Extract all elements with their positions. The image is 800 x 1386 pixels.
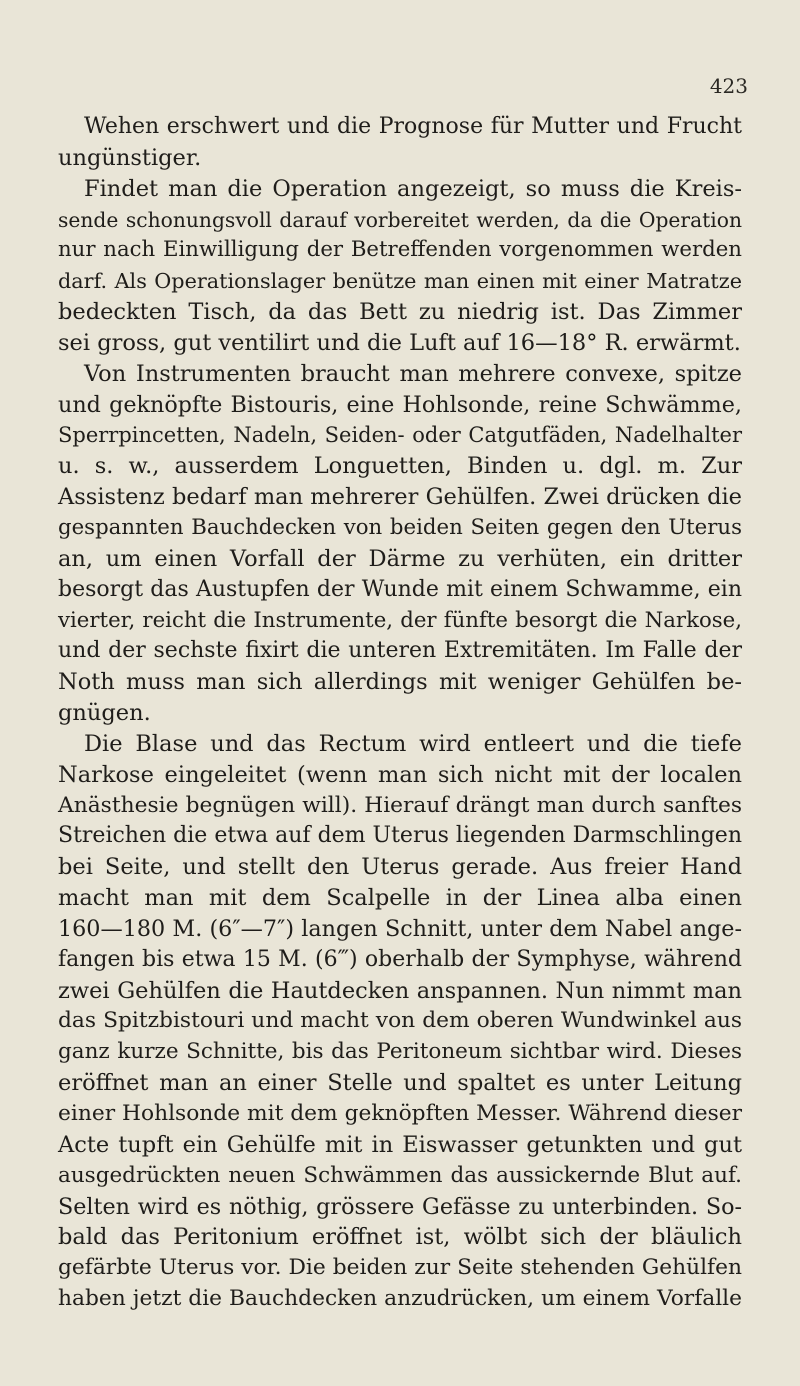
text-line: Streichen die etwa auf dem Uterus liegenden Darmschlingen bbox=[58, 823, 742, 849]
text-line: Die Blase und das Rectum wird entleert und die tiefe bbox=[84, 730, 742, 757]
text-line: fangen bis etwa 15 M. (6‴) oberhalb der Symphyse, während bbox=[58, 946, 742, 972]
body-text bbox=[58, 112, 742, 1315]
text-line: Sperrpincetten, Nadeln, Seiden- oder Catgutfäden, Nadelhalter bbox=[58, 423, 742, 448]
text-line: gnügen. bbox=[58, 700, 151, 727]
text-line: Von Instrumenten braucht man mehrere convexe, spitze bbox=[84, 360, 742, 387]
text-line: gefärbte Uterus vor. Die beiden zur Seite stehenden Gehülfen bbox=[58, 1255, 742, 1281]
text-line: sei gross, gut ventilirt und die Luft auf 16—18° R. erwärmt. bbox=[58, 329, 741, 356]
text-line: vierter, reicht die Instrumente, der fünfte besorgt die Narkose, bbox=[58, 607, 742, 633]
text-line: eröffnet man an einer Stelle und spaltet es unter Leitung bbox=[58, 1070, 742, 1097]
page-number: 423 bbox=[709, 74, 748, 98]
text-line: u. s. w., ausserdem Longuetten, Binden u. dgl. m. Zur bbox=[58, 453, 742, 480]
text-line: ganz kurze Schnitte, bis das Peritoneum sichtbar wird. Dieses bbox=[58, 1039, 742, 1065]
text-line: 160—180 M. (6″—7″) langen Schnitt, unter dem Nabel ange- bbox=[58, 915, 742, 942]
text-line: sende schonungsvoll darauf vorbereitet werden, da die Operation bbox=[58, 207, 742, 232]
text-line: darf. Als Operationslager benütze man einen mit einer Matratze bbox=[58, 269, 742, 294]
text-line: das Spitzbistouri und macht von dem oberen Wundwinkel aus bbox=[58, 1008, 742, 1034]
text-line: Noth muss man sich allerdings mit weniger Gehülfen be- bbox=[58, 669, 742, 696]
text-line: Acte tupft ein Gehülfe mit in Eiswasser getunkten und gut bbox=[58, 1131, 742, 1158]
text-line: gespannten Bauchdecken von beiden Seiten gegen den Uterus bbox=[58, 514, 742, 540]
text-line: ausgedrückten neuen Schwämmen das aussickernde Blut auf. bbox=[58, 1162, 742, 1188]
text-line: Assistenz bedarf man mehrerer Gehülfen. Zwei drücken die bbox=[58, 484, 742, 511]
text-line: Anästhesie begnügen will). Hierauf drängt man durch sanftes bbox=[58, 792, 742, 818]
text-line: macht man mit dem Scalpelle in der Linea alba einen bbox=[58, 885, 742, 912]
text-line: zwei Gehülfen die Hautdecken anspannen. Nun nimmt man bbox=[58, 977, 742, 1004]
text-line: Findet man die Operation angezeigt, so muss die Kreis- bbox=[84, 175, 742, 202]
text-line: und der sechste fixirt die unteren Extremitäten. Im Falle der bbox=[58, 638, 742, 664]
text-line: bedeckten Tisch, da das Bett zu niedrig ist. Das Zimmer bbox=[58, 299, 742, 326]
text-line: bei Seite, und stellt den Uterus gerade. Aus freier Hand bbox=[58, 854, 742, 881]
text-line: einer Hohlsonde mit dem geknöpften Messer. Während dieser bbox=[58, 1101, 743, 1126]
text-line: ungünstiger. bbox=[58, 144, 202, 171]
text-line: an, um einen Vorfall der Därme zu verhüten, ein dritter bbox=[58, 545, 742, 572]
text-line: nur nach Einwilligung der Betreffenden vorgenommen werden bbox=[58, 237, 742, 263]
text-line: besorgt das Austupfen der Wunde mit einem Schwamme, ein bbox=[58, 576, 742, 602]
text-line: Narkose eingeleitet (wenn man sich nicht mit der localen bbox=[58, 761, 742, 788]
text-line: Wehen erschwert und die Prognose für Mutter und Frucht bbox=[84, 114, 742, 139]
text-line: haben jetzt die Bauchdecken anzudrücken, um einem Vorfalle bbox=[58, 1286, 742, 1312]
text-line: Selten wird es nöthig, grössere Gefässe zu unterbinden. So- bbox=[58, 1193, 742, 1220]
text-line: und geknöpfte Bistouris, eine Hohlsonde, reine Schwämme, bbox=[58, 391, 742, 418]
text-line: bald das Peritonium eröffnet ist, wölbt sich der bläulich bbox=[58, 1224, 742, 1251]
